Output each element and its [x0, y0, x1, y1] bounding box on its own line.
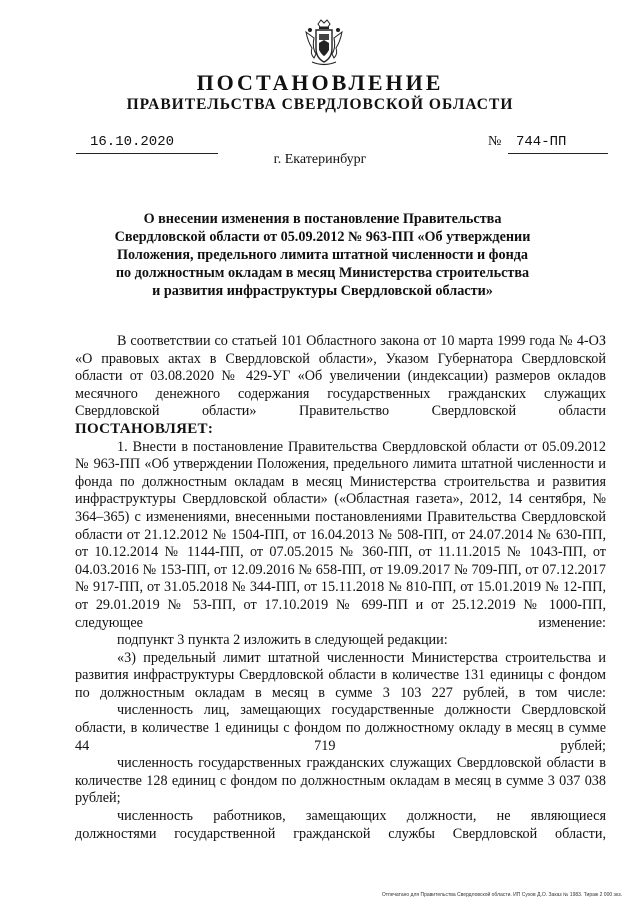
heading-line: и развития инфраструктуры Свердловской области»: [152, 283, 493, 299]
part-3-paragraph: численность работников, замещающих должности, не являющиеся должностями государственной гражданской службы Свердловской области,: [75, 808, 606, 842]
heading-line: Свердловской области от 05.09.2012 № 963-ПП «Об утверждении: [114, 229, 531, 245]
part-2-paragraph: численность государственных гражданских служащих Свердловской области в количестве 128 единиц с фондом по должностным окладам в месяц в сумме 3 037 038 рублей;: [75, 755, 606, 807]
heading-line: О внесении изменения в постановление Правительства: [143, 211, 502, 227]
number-sign: №: [488, 134, 502, 149]
document-subtitle: ПРАВИТЕЛЬСТВА СВЕРДЛОВСКОЙ ОБЛАСТИ: [126, 96, 514, 113]
decree-word: ПОСТАНОВЛЯЕТ:: [75, 420, 214, 437]
document-heading: [70, 210, 575, 300]
document-date: 16.10.2020: [76, 134, 218, 154]
document-title: ПОСТАНОВЛЕНИЕ: [196, 70, 444, 95]
heading-line: Положения, предельного лимита штатной численности и фонда: [116, 247, 529, 263]
document-body: [75, 333, 606, 843]
preamble-paragraph: В соответствии со статьей 101 Областного закона от 10 марта 1999 года № 4-ОЗ «О правовых актах в Свердловской области», Указом Губернатора Свердловской области от 03.08.2020 № 429-УГ «Об увеличении (индексации) размеров окладов месячного денежного содержания государственных гражданских служащих Свердловской области» Правительство Свердловской области: [75, 333, 606, 420]
subitem-paragraph: подпункт 3 пункта 2 изложить в следующей редакции:: [117, 632, 448, 649]
document-city: г. Екатеринбург: [273, 152, 367, 167]
heading-line: по должностным окладам в месяц Министерства строительства: [115, 265, 530, 281]
print-footer: Отпечатано для Правительства Свердловской области. ИП Сухов Д.О. Заказ № 1983. Тираж 2 000 экз.: [381, 892, 622, 898]
quote-paragraph: «3) предельный лимит штатной численности Министерства строительства и развития инфраструктуры Свердловской области в количестве 131 единицы с фондом по должностным окладам в месяц в сумме 3 103 227 рублей, в том числе:: [75, 649, 606, 701]
part-1-paragraph: численность лиц, замещающих государственные должности Свердловской области, в количестве 1 единицы с фондом по должностному окладу в месяц в сумме 44 719 рублей;: [75, 702, 606, 754]
coat-of-arms-icon: [304, 18, 344, 68]
document-number: 744-ПП: [508, 134, 608, 154]
item-1-paragraph: 1. Внести в постановление Правительства Свердловской области от 05.09.2012 № 963-ПП «Об утверждении Положения, предельного лимита штатной численности и фонда по должностным окладам в месяц Министерства строительства и развития инфраструктуры Свердловской области» («Областная газета», 2012, 14 сентября, № 364–365) с изменениями, внесенными постановлениями Правительства Свердловской области от 21.12.2012 № 1504-ПП, от 16.04.2013 № 508-ПП, от 24.07.2014 № 630-ПП, от 10.12.2014 № 1144-ПП, от 07.05.2015 № 360-ПП, от 11.11.2015 № 1043-ПП, от 04.03.2016 № 153-ПП, от 12.09.2016 № 658-ПП, от 19.09.2017 № 709-ПП, от 07.12.2017 № 917-ПП, от 31.05.2018 № 344-ПП, от 15.11.2018 № 810-ПП, от 15.01.2019 № 12-ПП, от 29.01.2019 № 53-ПП, от 17.10.2019 № 699-ПП и от 25.12.2019 № 1000-ПП, следующее изменение:: [75, 438, 606, 631]
